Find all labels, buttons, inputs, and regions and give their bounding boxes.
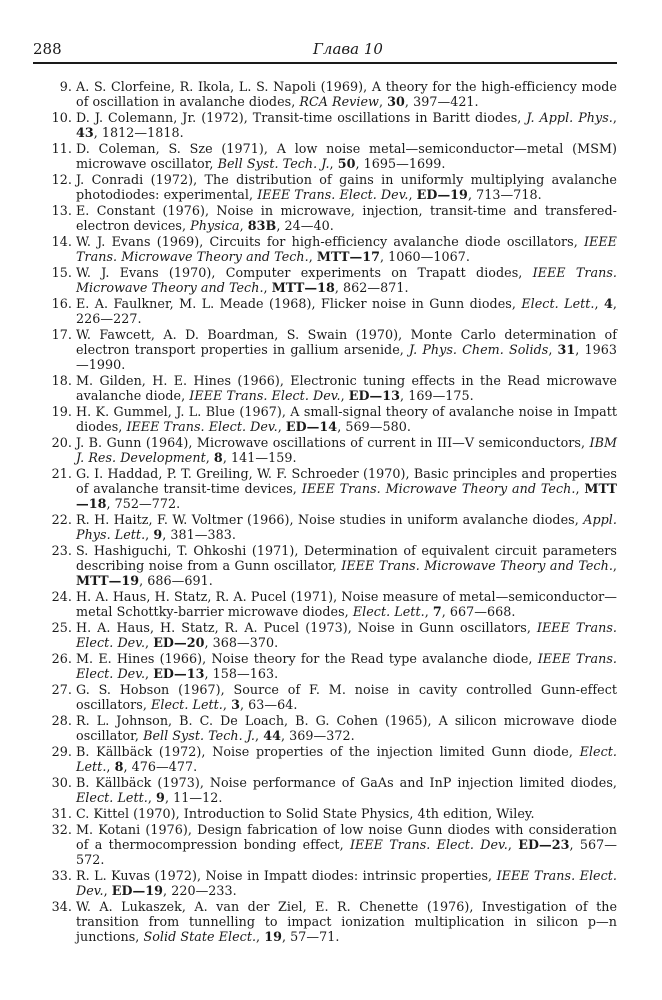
volume-number: 3	[231, 696, 240, 712]
reference-item	[33, 807, 617, 822]
volume-number: 83B	[247, 217, 277, 233]
reference-text: D. J. Colemann, Jr. (1972), Transit-time oscillations in Baritt diodes, J. Appl. Phys., 43, 1812—1818.	[76, 110, 617, 140]
reference-number: 11.	[51, 141, 72, 156]
reference-text: R. L. Johnson, B. C. De Loach, B. G. Cohen (1965), A silicon microwave diode oscillator, Bell Syst. Tech. J., 44, 369—372.	[76, 712, 617, 743]
volume-number: 4	[604, 296, 613, 311]
journal-name: IEEE Trans. Elect. Dev.	[76, 619, 618, 650]
reference-text: J. B. Gunn (1964), Microwave oscillations of current in III—V semiconductors, IBM J. Res. Development, 8, 141—159.	[76, 434, 617, 465]
reference-item	[33, 111, 617, 141]
reference-item	[33, 405, 617, 435]
reference-text: W. A. Lukaszek, A. van der Ziel, E. R. Chenette (1976), Investigation of the transition from tunnelling to impact ionization multiplication in silicon p—n junctions, Solid State Elect., 19, 57—71.	[76, 898, 617, 944]
reference-text: A. S. Clorfeine, R. Ikola, L. S. Napoli (1969), A theory for the high-efficiency mode of oscillation in avalanche diodes, RCA Review, 30, 397—421.	[76, 79, 617, 109]
reference-number: 29.	[51, 743, 72, 759]
reference-number: 30.	[51, 774, 72, 790]
reference-item	[33, 204, 617, 234]
reference-text: G. S. Hobson (1967), Source of F. M. noise in cavity controlled Gunn-effect oscillators, Elect. Lett., 3, 63—64.	[76, 681, 617, 712]
reference-item	[33, 621, 617, 651]
reference-text: D. Coleman, S. Sze (1971), A low noise metal—semiconductor—metal (MSM) microwave oscillator, Bell Syst. Tech. J., 50, 1695—1699.	[76, 141, 617, 171]
reference-text: M. Kotani (1976), Design fabrication of low noise Gunn diodes with consideration of a thermocompression bonding effect, IEEE Trans. Elect. Dev., ED—23, 567—572.	[76, 821, 617, 867]
volume-number: 31	[557, 341, 576, 357]
volume-number: 9	[156, 789, 165, 805]
volume-number: MTT—19	[76, 572, 140, 588]
volume-number: ED—13	[348, 387, 401, 403]
reference-item	[33, 173, 617, 203]
reference-text: H. A. Haus, H. Statz, R. A. Pucel (1971), Noise measure of metal—semiconductor—metal Schottky-barrier microwave diodes, Elect. Lett., 7, 667—668.	[76, 588, 617, 619]
volume-number: 9	[153, 526, 163, 542]
reference-text: W. J. Evans (1970), Computer experiments on Trapatt diodes, IEEE Trans. Microwave Theory and Tech., MTT—18, 862—871.	[76, 265, 617, 295]
page-header	[33, 40, 617, 64]
journal-name: IEEE Trans. Microwave Theory and Tech.	[301, 480, 576, 496]
reference-number: 23.	[51, 542, 72, 558]
journal-name: Physica	[190, 217, 240, 233]
journal-name: RCA Review	[299, 93, 379, 109]
journal-name: IEEE Trans. Microwave Theory and Tech.	[76, 265, 617, 295]
journal-name: Elect. Lett.	[76, 743, 617, 774]
volume-number: ED—23	[518, 836, 570, 852]
volume-number: ED—19	[416, 186, 468, 202]
volume-number: 44	[263, 727, 281, 743]
reference-item	[33, 142, 617, 172]
volume-number: MTT—18	[271, 279, 335, 295]
journal-name: Elect. Lett.	[151, 696, 223, 712]
reference-item	[33, 683, 617, 713]
volume-number: 8	[213, 449, 223, 465]
header-rule	[33, 62, 617, 64]
journal-name: J. Appl. Phys.	[526, 110, 613, 125]
reference-number: 31.	[51, 805, 72, 821]
reference-item	[33, 652, 617, 682]
volume-number: 30	[387, 93, 405, 109]
reference-number: 28.	[51, 712, 72, 728]
reference-item	[33, 436, 617, 466]
reference-number: 10.	[51, 110, 72, 125]
volume-number: MTT—17	[316, 248, 381, 264]
reference-text: H. K. Gummel, J. L. Blue (1967), A small-signal theory of avalanche noise in Impatt diodes, IEEE Trans. Elect. Dev., ED—14, 569—580.	[76, 403, 617, 434]
reference-text: E. Constant (1976), Noise in microwave, injection, transit-time and transfered-electron devices, Physica, 83B, 24—40.	[76, 203, 617, 233]
reference-number: 24.	[51, 588, 72, 604]
reference-text: R. H. Haitz, F. W. Voltmer (1966), Noise studies in uniform avalanche diodes, Appl. Phys. Lett., 9, 381—383.	[76, 511, 617, 542]
reference-number: 32.	[51, 821, 72, 837]
reference-number: 14.	[51, 234, 72, 249]
reference-item	[33, 869, 617, 899]
journal-name: IEEE Trans. Elect. Dev.	[257, 186, 409, 202]
reference-item	[33, 900, 617, 945]
journal-name: IEEE Trans. Elect. Dev.	[349, 836, 508, 852]
reference-item	[33, 823, 617, 868]
reference-text: B. Källbäck (1972), Noise properties of the injection limited Gunn diode, Elect. Lett., 8, 476—477.	[76, 743, 617, 774]
reference-item	[33, 328, 617, 373]
volume-number: 19	[264, 928, 282, 944]
journal-name: IEEE Trans. Microwave Theory and Tech.	[76, 234, 617, 264]
journal-name: Appl. Phys. Lett.	[76, 511, 617, 542]
volume-number: ED—14	[285, 418, 338, 434]
reference-text: W. Fawcett, A. D. Boardman, S. Swain (1970), Monte Carlo determination of electron transport properties in gallium arsenide, J. Phys. Chem. Solids, 31, 1963—1990.	[76, 327, 617, 372]
reference-text: S. Hashiguchi, T. Ohkoshi (1971), Determination of equivalent circuit parameters describing noise from a Gunn oscillator, IEEE Trans. Microwave Theory and Tech., MTT—19, 686—691.	[76, 542, 617, 588]
reference-number: 26.	[51, 650, 72, 666]
reference-item	[33, 297, 617, 327]
journal-name: Bell Syst. Tech. J.	[217, 155, 330, 171]
reference-text: M. Gilden, H. E. Hines (1966), Electronic tuning effects in the Read microwave avalanche diode, IEEE Trans. Elect. Dev., ED—13, 169—175.	[76, 372, 617, 403]
volume-number: ED—20	[153, 634, 205, 650]
reference-item	[33, 235, 617, 265]
reference-item	[33, 714, 617, 744]
reference-item	[33, 80, 617, 110]
reference-number: 16.	[51, 296, 72, 311]
journal-name: Elect. Lett.	[352, 603, 425, 619]
running-title: Глава 10	[313, 40, 383, 58]
reference-item	[33, 776, 617, 806]
journal-name: IEEE Trans. Microwave Theory and Tech.	[341, 557, 613, 573]
volume-number: ED—19	[111, 882, 164, 898]
journal-name: J. Phys. Chem. Solids	[408, 341, 549, 357]
journal-name: Bell Syst. Tech. J.	[143, 727, 256, 743]
reference-text: G. I. Haddad, P. T. Greiling, W. F. Schroeder (1970), Basic principles and properties of avalanche transit-time devices, IEEE Trans. Microwave Theory and Tech., MTT—18, 752—772.	[76, 465, 618, 511]
reference-item	[33, 513, 617, 543]
reference-text: M. E. Hines (1966), Noise theory for the Read type avalanche diode, IEEE Trans. Elect. Dev., ED—13, 158—163.	[76, 650, 618, 681]
reference-text: R. L. Kuvas (1972), Noise in Impatt diodes: intrinsic properties, IEEE Trans. Elect. Dev., ED—19, 220—233.	[76, 867, 617, 898]
reference-item	[33, 374, 617, 404]
reference-list	[33, 80, 617, 946]
reference-item	[33, 544, 617, 589]
journal-name: IEEE Trans. Elect. Dev.	[76, 867, 617, 898]
reference-text: C. Kittel (1970), Introduction to Solid State Physics, 4th edition, Wiley.	[76, 805, 535, 821]
reference-number: 15.	[51, 265, 72, 280]
volume-number: 8	[114, 758, 124, 774]
reference-number: 12.	[51, 172, 72, 187]
journal-name: IEEE Trans. Elect. Dev.	[76, 650, 618, 681]
reference-item	[33, 590, 617, 620]
reference-item	[33, 467, 617, 512]
reference-number: 25.	[51, 619, 72, 635]
reference-number: 27.	[51, 681, 72, 697]
reference-number: 17.	[51, 327, 72, 342]
reference-number: 34.	[51, 898, 72, 914]
reference-number: 18.	[51, 372, 72, 388]
volume-number: 50	[337, 155, 356, 171]
page-number: 288	[33, 40, 62, 58]
reference-text: B. Källbäck (1973), Noise performance of GaAs and InP injection limited diodes, Elect. Lett., 9, 11—12.	[76, 774, 617, 805]
volume-number: 43	[76, 124, 94, 140]
reference-number: 20.	[51, 434, 72, 450]
reference-text: E. A. Faulkner, M. L. Meade (1968), Flicker noise in Gunn diodes, Elect. Lett., 4, 226—227.	[76, 296, 617, 326]
volume-number: ED—13	[153, 665, 205, 681]
reference-item	[33, 266, 617, 296]
journal-name: Elect. Lett.	[521, 296, 595, 311]
reference-number: 9.	[59, 79, 72, 94]
reference-item	[33, 745, 617, 775]
journal-name: Solid State Elect.	[143, 928, 257, 944]
journal-name: Elect. Lett.	[76, 789, 148, 805]
reference-number: 19.	[51, 403, 72, 419]
journal-name: IEEE Trans. Elect. Dev.	[189, 387, 341, 403]
reference-text: H. A. Haus, H. Statz, R. A. Pucel (1973), Noise in Gunn oscillators, IEEE Trans. Elect. Dev., ED—20, 368—370.	[76, 619, 618, 650]
reference-text: W. J. Evans (1969), Circuits for high-efficiency avalanche diode oscillators, IEEE Trans. Microwave Theory and Tech., MTT—17, 1060—1067.	[76, 234, 617, 264]
journal-name: IBM J. Res. Development	[76, 434, 617, 465]
reference-number: 13.	[51, 203, 72, 218]
reference-number: 33.	[51, 867, 72, 883]
volume-number: MTT—18	[76, 480, 618, 511]
reference-text: J. Conradi (1972), The distribution of gains in uniformly multiplying avalanche photodiodes: experimental, IEEE Trans. Elect. Dev., ED—19, 713—718.	[76, 172, 617, 202]
volume-number: 7	[432, 603, 442, 619]
reference-number: 21.	[51, 465, 72, 481]
reference-number: 22.	[51, 511, 72, 527]
journal-name: IEEE Trans. Elect. Dev.	[126, 418, 278, 434]
